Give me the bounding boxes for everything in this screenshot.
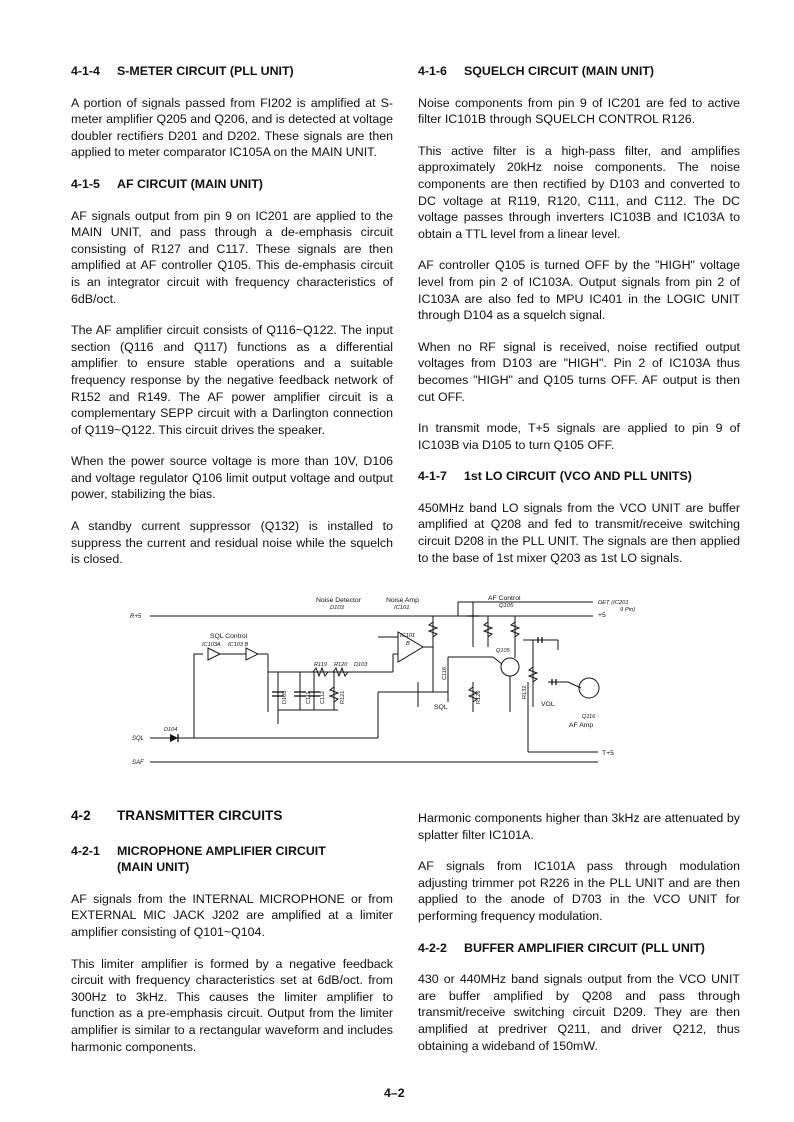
label-noise-detector: Noise Detector [316, 597, 361, 604]
section-title-line2: (MAIN UNIT) [117, 860, 190, 875]
section-title: AF CIRCUIT (MAIN UNIT) [117, 176, 263, 191]
label-r121: R121 [340, 690, 346, 704]
label-plus5: +5 [598, 612, 606, 619]
section-heading-4-2-1 [71, 843, 393, 876]
section-title: SQUELCH CIRCUIT (MAIN UNIT) [464, 64, 654, 78]
paragraph: In transmit mode, T+5 signals are applied to pin 9 of IC103B via D105 to turn Q105 OFF. [418, 421, 740, 452]
paragraph: Noise components from pin 9 of IC201 are fed to active filter IC101B through SQUELCH CONTROL R126. [418, 95, 740, 127]
section-number: 4-2-1 [71, 843, 100, 858]
section-heading-4-1-6 [418, 63, 740, 80]
paragraph: The AF amplifier circuit consists of Q116~Q122. The input section (Q116 and Q117) functions as a differential amplifier to ensure stable operations and a suitable frequency response by the negative feedback network of R152 and R149. The AF power amplifier circuit is a complementary SEPP circuit with a Darlington connection of Q119~Q122. This circuit drives the speaker. [71, 323, 393, 437]
paragraph: A portion of signals passed from FI202 is amplified at S-meter amplifier Q205 and Q206, and is detected at voltage doubler rectifiers D201 and D202. These signals are then applied to meter comparator IC105A on the MAIN UNIT. [71, 95, 393, 160]
paragraph: When the power source voltage is more than 10V, D106 and voltage regulator Q106 limit output voltage and output power, stabilizing the bias. [71, 454, 393, 502]
section-number: 4-2-2 [418, 940, 447, 955]
paragraph: AF signals output from pin 9 on IC201 are applied to the MAIN UNIT, and pass through a de-emphasis circuit consisting of R127 and C117. These signals are then amplified at AF controller Q105. This de-emphasis circuit is an integrator circuit with frequency characteristics of 6dB/oct. [71, 208, 393, 306]
label-d103-top: D103 [330, 605, 344, 611]
label-ic103a: IC103A [202, 642, 221, 648]
label-ic103b: IC103 B [228, 642, 249, 648]
label-af-amp: AF Amp [569, 722, 594, 729]
section-heading-4-1-5 [71, 176, 393, 193]
section-number: 4-2 [71, 808, 91, 823]
label-ic101b: IC101 [400, 633, 415, 639]
right-column-bottom [418, 810, 740, 1069]
paragraph: Harmonic components higher than 3kHz are attenuated by splatter filter IC101A. [418, 811, 740, 842]
label-sql: SQL [132, 736, 145, 742]
section-heading-4-2-2 [418, 940, 740, 957]
section-title: 1st LO CIRCUIT (VCO AND PLL UNITS) [464, 469, 692, 484]
label-ic101-top: IC101 [394, 605, 410, 611]
section-heading-4-1-7 [418, 468, 740, 485]
paragraph: AF controller Q105 is turned OFF by the "HIGH" voltage level from pin 2 of IC103A. Output signals from pin 2 of IC103A are also fed to MPU IC401 in the LOGIC UNIT through D104 as a squelch signal. [418, 258, 740, 323]
paragraph: 430 or 440MHz band signals output from the VCO UNIT are buffer amplified by Q208 and pass through transmit/receive switching circuit D209. They are then amplified at predriver Q211, and driver Q212, thus obtaining a wideband of 150mW. [418, 972, 740, 1053]
label-c112: C112 [320, 691, 326, 704]
label-sql-knob: SQL [434, 704, 448, 711]
label-q105: Q105 [496, 648, 510, 654]
label-pin9: 9 Pin) [620, 607, 636, 613]
paragraph: This limiter amplifier is formed by a negative feedback circuit with frequency characteristics set at 6dB/oct. from 300Hz to 3kHz. This causes the limiter amplifier to function as a pre-emphasis circuit. Output from the limiter amplifier is similar to a rectangular waveform and includes harmonic components. [71, 956, 393, 1054]
paragraph: A standby current suppressor (Q132) is installed to suppress the current and residual noise while the squelch is closed. [71, 519, 393, 567]
section-heading-4-2 [71, 808, 393, 825]
label-r119: R119 [314, 662, 327, 668]
paragraph: AF signals from the INTERNAL MICROPHONE or from EXTERNAL MIC JACK J202 are amplified at a limiter amplifier consisting of Q101~Q104. [71, 891, 393, 939]
label-c111: C111 [306, 691, 312, 704]
section-title: S-METER CIRCUIT (PLL UNIT) [117, 64, 294, 78]
label-rplus5: R+5 [130, 614, 142, 620]
label-r126: R126 [476, 690, 482, 704]
label-sql-control: SQL Control [210, 633, 248, 640]
section-number: 4-1-7 [418, 469, 447, 484]
label-d105: D105 [282, 690, 288, 704]
label-q116: Q116 [582, 714, 596, 720]
left-column-bottom [71, 808, 393, 1070]
section-title: MICROPHONE AMPLIFIER CIRCUIT [117, 843, 326, 858]
section-title: TRANSMITTER CIRCUITS [117, 808, 283, 823]
paragraph: When no RF signal is received, noise rectified output voltages from D103 are "HIGH". Pin 2 of IC103A thus becomes "HIGH" and Q105 turns OFF. AF output is then cut OFF. [418, 339, 740, 404]
section-number: 4-1-4 [71, 64, 100, 78]
label-c116: C116 [442, 667, 448, 680]
paragraph: This active filter is a high-pass filter, and amplifies approximately 20kHz noise components. The noise components are then rectified by D103 and converted to DC voltage at R119, R120, C111, and C112. The DC voltage passes through inverters IC103B and IC103A to obtain a TTL level from a linear level. [418, 143, 740, 241]
label-r132: R132 [522, 685, 528, 699]
label-tplus5: T+5 [602, 750, 614, 757]
label-ic101b-b: B [406, 641, 410, 647]
section-number: 4-1-6 [418, 64, 447, 78]
page-number: 4–2 [384, 1086, 405, 1100]
section-heading-4-1-4 [71, 63, 393, 80]
label-d104: D104 [164, 727, 178, 733]
paragraph: AF signals from IC101A pass through modulation adjusting trimmer pot R226 in the PLL UNIT and are then applied to the anode of D703 in the VCO UNIT for performing frequency modulation. [418, 859, 740, 923]
section-title: BUFFER AMPLIFIER CIRCUIT (PLL UNIT) [464, 940, 705, 955]
label-d103: D103 [354, 662, 368, 668]
squelch-af-schematic [128, 592, 668, 792]
label-af-control: AF Control [488, 595, 521, 602]
paragraph: 450MHz band LO signals from the VCO UNIT are buffer amplified at Q208 and fed to transmit/receive switching circuit D208 in the PLL UNIT. The signals are then applied to the base of 1st mixer Q203 as 1st LO signals. [418, 500, 740, 565]
label-det: DET (IC201 [598, 600, 629, 606]
section-number: 4-1-5 [71, 176, 100, 191]
label-q105-top: Q105 [499, 603, 514, 609]
label-vol: VOL [541, 701, 555, 708]
label-r120: R120 [334, 662, 348, 668]
left-column-top [71, 63, 393, 583]
right-column-top [418, 63, 740, 581]
label-noise-amp: Noise Amp [386, 597, 419, 604]
label-saf: SAF [132, 760, 144, 766]
